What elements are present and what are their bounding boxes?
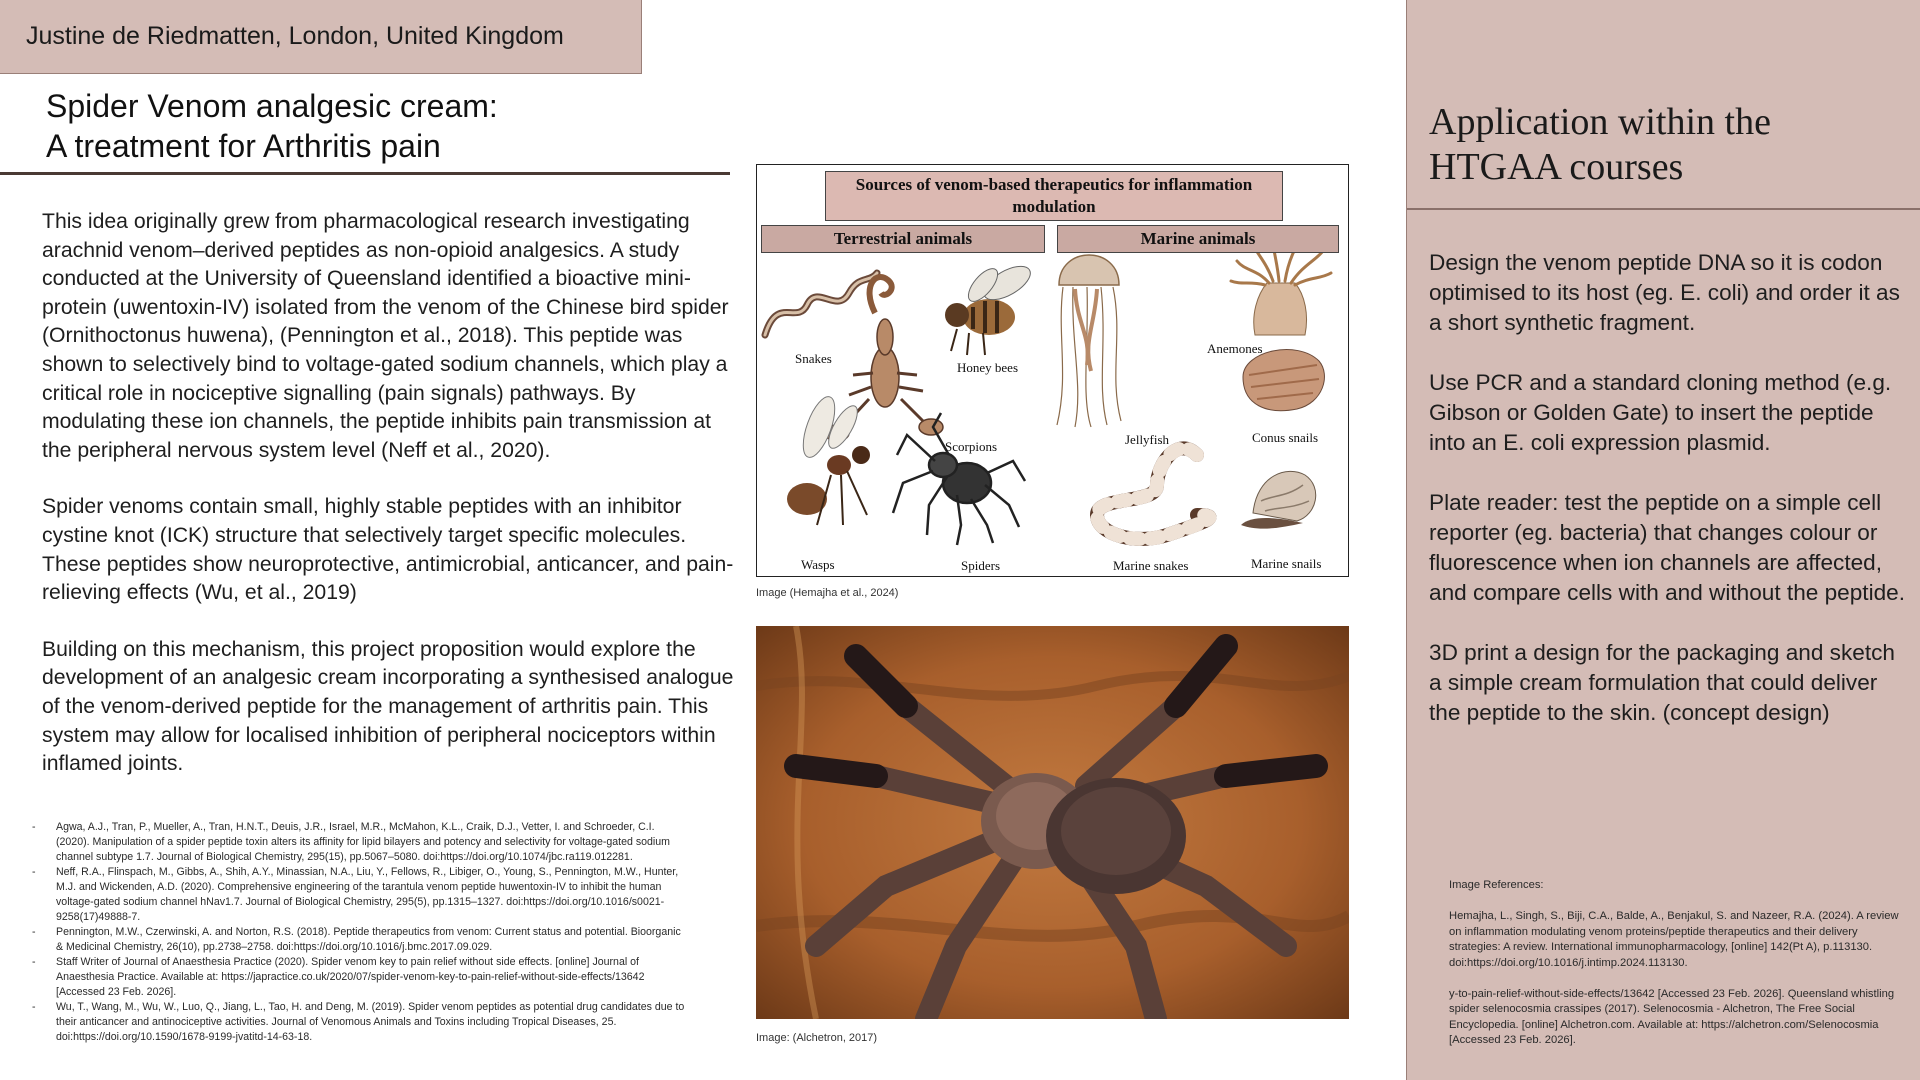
- snake-illustration: [765, 273, 877, 335]
- image-reference-item: y-to-pain-relief-without-side-effects/13642 [Accessed 23 Feb. 2026]. Queensland whistling spider selenocosmia crassipes (2017). Selenocosmia - Alchetron, The Free Social Encyclopedia. [online] Alchetron.com. Available at: https://alchetron.com/Selenocosmia [Accessed 23 Feb. 2026].: [1449, 987, 1895, 1046]
- spider-illustration: [893, 413, 1025, 545]
- poster-title: [46, 86, 726, 166]
- label-scorpions: Scorpions: [945, 439, 997, 454]
- body-paragraph-3: Building on this mechanism, this project proposition would explore the development of an analgesic cream incorporating a synthesised analogue of the venom-derived peptide for the management of arthritis pain. This system may allow for localised inhibition of peripheral nociceptors within inflamed joints.: [42, 637, 734, 776]
- infographic-title: Sources of venom-based therapeutics for inflammation modulation: [825, 171, 1283, 221]
- label-snakes: Snakes: [795, 351, 832, 366]
- label-conus-snails: Conus snails: [1252, 430, 1319, 445]
- terrestrial-header: Terrestrial animals: [761, 225, 1045, 253]
- venom-sources-infographic: [756, 164, 1349, 577]
- htgaa-panel: [1406, 0, 1920, 1080]
- infographic-caption: Image (Hemajha et al., 2024): [756, 587, 899, 599]
- wasp-illustration: [787, 393, 870, 525]
- conus-snail-illustration: [1243, 350, 1324, 411]
- label-marine-snakes: Marine snakes: [1113, 558, 1189, 573]
- title-line-2: A treatment for Arthritis pain: [46, 128, 441, 164]
- title-divider: [0, 172, 730, 175]
- jellyfish-illustration: [1057, 255, 1121, 427]
- panel-divider: [1407, 208, 1920, 210]
- tarantula-photo: [756, 626, 1349, 1019]
- step-paragraph: Plate reader: test the peptide on a simple cell reporter (eg. bacteria) that changes colour or fluorescence when ion channels are affected, and compare cells with and without the peptide.: [1429, 490, 1906, 605]
- reference-item: - Neff, R.A., Flinspach, M., Gibbs, A., Shih, A.Y., Minassian, N.A., Liu, Y., Fellows, R., Libiger, O., Young, S., Pennington, M.W., Hunter, M.J. and Wickenden, A.D. (2020). Comprehensive engineering of the tarantula venom peptide huwentoxin-IV to inhibit the human voltage-gated sodium channel hNav1.7. Journal of Biological Chemistry, 295(5), pp.1315–1327. doi:https://doi.org/10.1016/s0021-9258(17)49888-7.: [30, 865, 690, 925]
- body-paragraph-1: This idea originally grew from pharmacological research investigating arachnid venom–derived peptides as non-opioid analgesics. A study conducted at the University of Queensland identified a bioactive mini-protein (uwentoxin-IV) isolated from the venom of the Chinese bird spider (Ornithoctonus huwena), (Pennington et al., 2018). This peptide was shown to selectively bind to voltage-gated sodium channels, which play a critical role in nociceptive signalling (pain signals) pathways. By modulating these ion channels, the peptide inhibits pain transmission at the peripheral nervous system level (Neff et al., 2020).: [42, 210, 729, 462]
- reference-item: - Staff Writer of Journal of Anaesthesia Practice (2020). Spider venom key to pain relief without side effects. [online] Journal of Anaesthesia Practice. Available at: https://japractice.co.uk/2020/07/spider-venom-key-to-pain-relief-without-side-effects/13642 [Accessed 23 Feb. 2026].: [30, 955, 690, 1000]
- reference-item: - Wu, T., Wang, M., Wu, W., Luo, Q., Jiang, L., Tao, H. and Deng, M. (2019). Spider venom peptides as potential drug candidates due to their anticancer and antinociceptive activities. Journal of Venomous Animals and Toxins including Tropical Diseases, 25. doi:https://doi.org/10.1590/1678-9199-jvatitd-14-63-18.: [30, 1000, 690, 1045]
- marine-snail-illustration: [1241, 471, 1316, 528]
- label-wasps: Wasps: [801, 557, 835, 572]
- author-name: Justine de Riedmatten, London, United Kingdom: [26, 22, 564, 50]
- body-paragraph-2: Spider venoms contain small, highly stable peptides with an inhibitor cystine knot (ICK) structure that selectively target specific molecules. These peptides show neuroprotective, antimicrobial, anticancer, and pain-relieving effects (Wu, et al., 2019): [42, 495, 734, 605]
- label-marine-snails: Marine snails: [1251, 556, 1322, 571]
- step-paragraph: Use PCR and a standard cloning method (e.g. Gibson or Golden Gate) to insert the peptide into an E. coli expression plasmid.: [1429, 370, 1892, 455]
- title-line-1: Spider Venom analgesic cream:: [46, 88, 498, 124]
- honey-bee-illustration: [945, 260, 1036, 355]
- reference-list: [30, 820, 690, 1045]
- marine-header: Marine animals: [1057, 225, 1339, 253]
- body-text: [42, 208, 742, 807]
- reference-item: - Agwa, A.J., Tran, P., Mueller, A., Tran, H.N.T., Deuis, J.R., Israel, M.R., McMahon, K.L., Craik, D.J., Vetter, I. and Schroeder, C.I. (2020). Manipulation of a spider peptide toxin alters its affinity for lipid bilayers and potency and selectivity for voltage-gated sodium channel subtype 1.7. Journal of Biological Chemistry, 295(15), pp.5067–5080. doi:https://doi.org/10.1074/jbc.ra119.012281.: [30, 820, 690, 865]
- label-jellyfish: Jellyfish: [1125, 432, 1170, 447]
- image-references: [1449, 878, 1899, 1064]
- photo-caption: Image: (Alchetron, 2017): [756, 1032, 878, 1044]
- panel-title-line-1: Application within the: [1429, 101, 1771, 143]
- tarantula-image: [756, 626, 1349, 1019]
- application-steps: [1429, 248, 1913, 758]
- label-anemones: Anemones: [1207, 341, 1263, 356]
- step-paragraph: 3D print a design for the packaging and sketch a simple cream formulation that could deliver the peptide to the skin. (concept design): [1429, 640, 1895, 725]
- reference-item: - Pennington, M.W., Czerwinski, A. and Norton, R.S. (2018). Peptide therapeutics from venom: Current status and potential. Bioorganic & Medicinal Chemistry, 26(10), pp.2738–2758. doi:https://doi.org/10.1016/j.bmc.2017.09.029.: [30, 925, 690, 955]
- panel-title: [1429, 100, 1899, 190]
- image-reference-item: Hemajha, L., Singh, S., Biji, C.A., Balde, A., Benjakul, S. and Nazeer, R.A. (2024). A review on inflammation modulating venom proteins/peptide therapeutics and their delivery strategies: A review. International immunopharmacology, [online] 142(Pt A), p.113130. doi:https://doi.org/10.1016/j.intimp.2024.113130.: [1449, 910, 1899, 969]
- step-paragraph: Design the venom peptide DNA so it is codon optimised to its host (eg. E. coli) and order it as a short synthetic fragment.: [1429, 250, 1900, 335]
- label-honey-bees: Honey bees: [957, 360, 1019, 375]
- image-references-heading: Image References:: [1449, 879, 1544, 891]
- marine-snake-illustration: [1097, 448, 1209, 539]
- label-spiders: Spiders: [961, 558, 1000, 573]
- author-banner: [0, 0, 642, 74]
- panel-title-line-2: HTGAA courses: [1429, 146, 1684, 188]
